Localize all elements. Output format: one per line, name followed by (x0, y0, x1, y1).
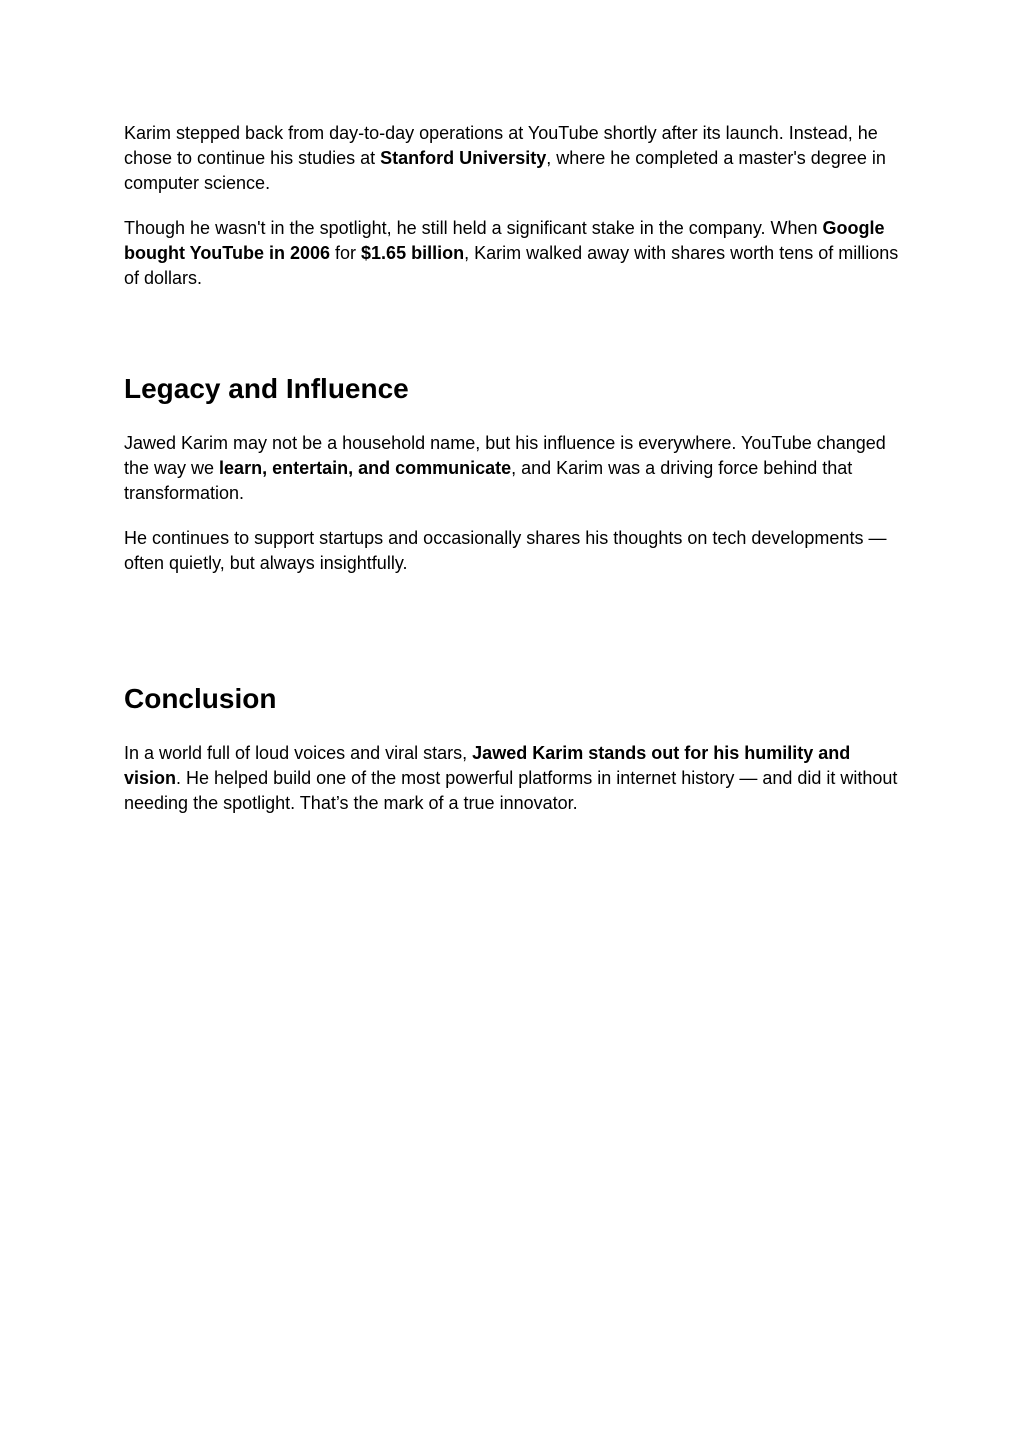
paragraph-text: for (330, 243, 362, 263)
bold-humility-and-vision: Jawed Karim stands out for his humility and vision (124, 743, 851, 788)
paragraph-influence (124, 431, 900, 506)
bold-learn-entertain-communicate: learn, entertain, and communicate (219, 458, 512, 478)
paragraph-text: Jawed Karim may not be a household name, but his influence is everywhere. YouTube changed the way we (124, 433, 886, 478)
paragraph-text: He continues to support startups and occasionally shares his thoughts on tech developments — often quietly, but always insightfully. (124, 528, 887, 573)
paragraph-startups (124, 526, 900, 576)
bold-acquisition-price: $1.65 billion (361, 243, 465, 263)
bold-stanford-university: Stanford University (380, 148, 547, 168)
paragraph-text: Though he wasn't in the spotlight, he still held a significant stake in the company. When (124, 218, 823, 238)
document-page (124, 121, 900, 816)
paragraph-stanford (124, 121, 900, 196)
paragraph-text: Karim stepped back from day-to-day operations at YouTube shortly after its launch. Instead, he chose to continue his studies at (124, 123, 878, 168)
paragraph-text: , where he completed a master's degree in computer science. (124, 148, 886, 193)
paragraph-text: , and Karim was a driving force behind that transformation. (124, 458, 853, 503)
paragraph-text: In a world full of loud voices and viral stars, (124, 743, 473, 763)
heading-conclusion: Conclusion (124, 683, 277, 714)
paragraph-conclusion (124, 741, 900, 816)
paragraph-acquisition (124, 216, 900, 291)
paragraph-text: , Karim walked away with shares worth tens of millions of dollars. (124, 243, 899, 288)
paragraph-text: . He helped build one of the most powerful platforms in internet history — and did it without needing the spotlight. That’s the mark of a true innovator. (124, 768, 898, 813)
bold-google-bought-youtube: Google bought YouTube in 2006 (124, 218, 885, 263)
heading-legacy-and-influence: Legacy and Influence (124, 373, 409, 404)
